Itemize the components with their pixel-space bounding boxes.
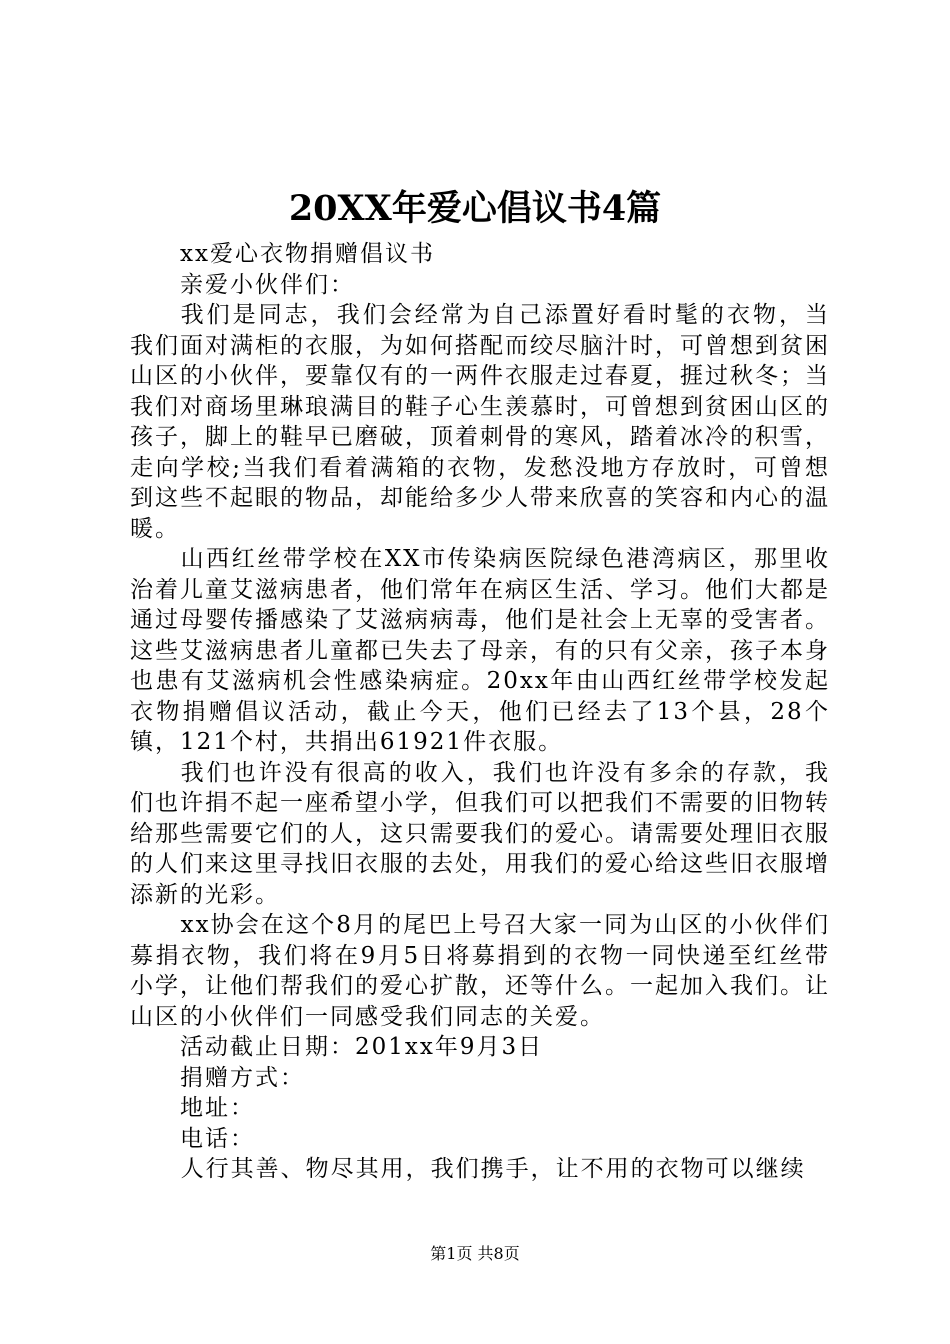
closing-line: 人行其善、物尽其用，我们携手，让不用的衣物可以继续 [180,1156,806,1182]
paragraph-1: 我们是同志，我们会经常为自己添置好看时髦的衣物，当我们面对满柜的衣服，为如何搭配而绞尽脑汁时，可曾想到贫困山区的小伙伴，要靠仅有的一两件衣服走过春夏，捱过秋冬；当我们对商场里琳琅满目的鞋子心生羡慕时，可曾想到贫困山区的孩子，脚上的鞋早已磨破，顶着刺骨的寒风，踏着冰冷的积雪，走向学校;当我们看着满箱的衣物，发愁没地方存放时，可曾想到这些不起眼的物品，却能给多少人带来欣喜的笑容和内心的温暖。 [130,302,830,542]
donation-method-line: 捐赠方式： [180,1064,305,1091]
document-title: 20XX年爱心倡议书4篇 [288,188,662,229]
phone-line: 电话： [180,1125,255,1152]
document-subtitle: xx爱心衣物捐赠倡议书 [180,241,435,267]
salutation: 亲爱小伙伴们： [180,271,355,298]
deadline-line: 活动截止日期：201xx年9月3日 [180,1034,544,1060]
paragraph-4: xx协会在这个8月的尾巴上号召大家一同为山区的小伙伴们募捐衣物，我们将在9月5日将募捐到的衣物一同快递至红丝带小学，让他们帮我们的爱心扩散，还等什么。一起加入我们。让山区的小伙伴们一同感受我们同志的关爱。 [130,912,830,1030]
page-footer: 第1页 共8页 [430,1244,520,1263]
paragraph-3: 我们也许没有很高的收入，我们也许没有多余的存款，我们也许捐不起一座希望小学，但我们可以把我们不需要的旧物转给那些需要它们的人，这只需要我们的爱心。请需要处理旧衣服的人们来这里寻找旧衣服的去处，用我们的爱心给这些旧衣服增添新的光彩。 [130,759,830,908]
address-line: 地址： [180,1095,255,1121]
paragraph-2: 山西红丝带学校在XX市传染病医院绿色港湾病区，那里收治着儿童艾滋病患者，他们常年在病区生活、学习。他们大都是通过母婴传播感染了艾滋病病毒，他们是社会上无辜的受害者。这些艾滋病患者儿童都已失去了母亲，有的只有父亲，孩子本身也患有艾滋病机会性感染病症。20xx年由山西红丝带学校发起衣物捐赠倡议活动，截止今天，他们已经去了13个县，28个镇，121个村，共捐出61921件衣服。 [130,546,830,755]
document-body [130,239,830,1185]
